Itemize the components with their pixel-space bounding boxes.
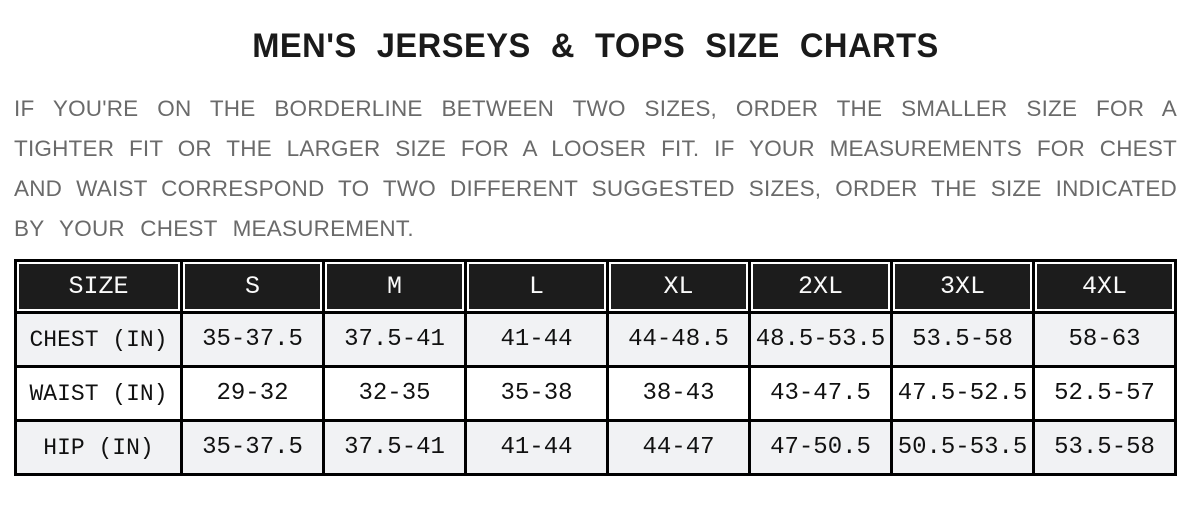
waist-value-3xl: 47.5-52.5: [892, 367, 1034, 421]
row-header-waist: WAIST (IN): [16, 367, 182, 421]
hip-value-xl: 44-47: [608, 421, 750, 475]
chest-value-2xl: 48.5-53.5: [750, 313, 892, 367]
chest-value-3xl: 53.5-58: [892, 313, 1034, 367]
column-header-2xl: 2XL: [750, 261, 892, 313]
chest-value-l: 41-44: [466, 313, 608, 367]
table-row-chest: [16, 313, 1176, 367]
intro-line-3: AND WAIST CORRESPOND TO TWO DIFFERENT SUGGESTED SIZES, ORDER THE SIZE INDICATED: [14, 176, 1177, 202]
hip-value-s: 35-37.5: [182, 421, 324, 475]
size-table: [14, 259, 1177, 476]
waist-value-l: 35-38: [466, 367, 608, 421]
page-title: MEN'S JERSEYS & TOPS SIZE CHARTS: [252, 27, 939, 65]
intro-line-1: IF YOU'RE ON THE BORDERLINE BETWEEN TWO SIZES, ORDER THE SMALLER SIZE FOR A: [14, 96, 1177, 122]
waist-value-xl: 38-43: [608, 367, 750, 421]
intro-line-4: BY YOUR CHEST MEASUREMENT.: [14, 216, 414, 242]
row-header-hip: HIP (IN): [16, 421, 182, 475]
column-header-m: M: [324, 261, 466, 313]
hip-value-4xl: 53.5-58: [1034, 421, 1176, 475]
chest-value-m: 37.5-41: [324, 313, 466, 367]
intro-paragraph: [14, 89, 1177, 249]
column-header-l: L: [466, 261, 608, 313]
column-header-4xl: 4XL: [1034, 261, 1176, 313]
hip-value-m: 37.5-41: [324, 421, 466, 475]
row-header-chest: CHEST (IN): [16, 313, 182, 367]
table-row-hip: [16, 421, 1176, 475]
column-header-size: SIZE: [16, 261, 182, 313]
table-header-row: [16, 261, 1176, 313]
column-header-xl: XL: [608, 261, 750, 313]
waist-value-2xl: 43-47.5: [750, 367, 892, 421]
column-header-3xl: 3XL: [892, 261, 1034, 313]
hip-value-2xl: 47-50.5: [750, 421, 892, 475]
hip-value-3xl: 50.5-53.5: [892, 421, 1034, 475]
column-header-s: S: [182, 261, 324, 313]
hip-value-l: 41-44: [466, 421, 608, 475]
waist-value-m: 32-35: [324, 367, 466, 421]
chest-value-s: 35-37.5: [182, 313, 324, 367]
chest-value-4xl: 58-63: [1034, 313, 1176, 367]
waist-value-s: 29-32: [182, 367, 324, 421]
table-row-waist: [16, 367, 1176, 421]
waist-value-4xl: 52.5-57: [1034, 367, 1176, 421]
intro-line-2: TIGHTER FIT OR THE LARGER SIZE FOR A LOOSER FIT. IF YOUR MEASUREMENTS FOR CHEST: [14, 136, 1177, 162]
chest-value-xl: 44-48.5: [608, 313, 750, 367]
